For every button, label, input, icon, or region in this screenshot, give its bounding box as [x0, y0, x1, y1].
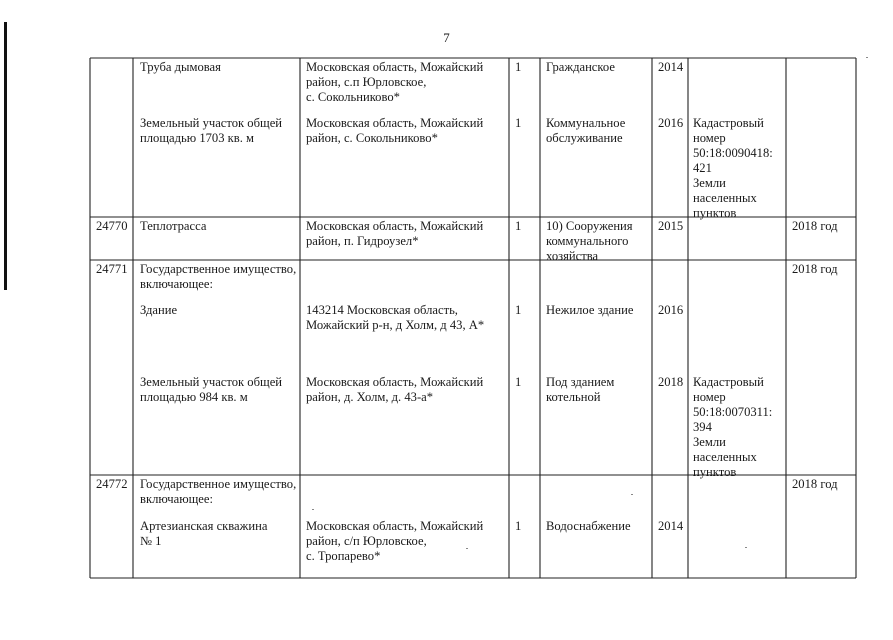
- object-name-line: Государственное имущество,: [140, 477, 297, 491]
- year-line: 2016: [658, 303, 684, 317]
- object-address-line: Московская область, Можайский: [306, 375, 484, 389]
- scan-speck: [866, 57, 868, 58]
- object-address-line: 143214 Московская область,: [306, 303, 458, 317]
- object-note: [693, 375, 772, 480]
- object-address-line: Московская область, Можайский: [306, 116, 484, 130]
- term-line: 2018 год: [792, 219, 838, 233]
- object-purpose-line: 10) Сооружения: [546, 219, 633, 233]
- object-address-line: с. Тропарево*: [306, 549, 381, 563]
- object-purpose: [546, 219, 633, 264]
- row-id-line: 24772: [96, 477, 128, 491]
- object-purpose-line: коммунального: [546, 234, 629, 248]
- object-purpose: [546, 375, 614, 405]
- quantity: [515, 519, 521, 534]
- year-line: 2016: [658, 116, 684, 130]
- object-note-line: 394: [693, 420, 712, 434]
- quantity-line: 1: [515, 375, 522, 389]
- quantity: [515, 375, 521, 390]
- object-name-line: Земельный участок общей: [140, 375, 283, 389]
- object-note: [693, 116, 773, 221]
- object-address-line: район, д. Холм, д. 43-а*: [306, 390, 434, 404]
- object-purpose-line: хозяйства: [546, 249, 599, 263]
- quantity: [515, 116, 521, 131]
- scan-speck: [312, 509, 314, 510]
- object-address: [306, 375, 483, 405]
- object-name-line: Земельный участок общей: [140, 116, 283, 130]
- year: [658, 219, 683, 234]
- object-note-line: пунктов: [693, 465, 737, 479]
- object-note-line: Земли: [693, 435, 726, 449]
- object-address: [306, 519, 483, 564]
- object-name-line: включающее:: [140, 277, 213, 291]
- quantity-line: 1: [515, 116, 522, 130]
- row-id: [96, 219, 127, 234]
- object-purpose-line: Коммунальное: [546, 116, 626, 130]
- object-purpose: [546, 519, 631, 534]
- object-address-line: район, с.п Юрловское,: [306, 75, 427, 89]
- object-address: [306, 60, 483, 105]
- quantity: [515, 303, 521, 318]
- quantity: [515, 60, 521, 75]
- object-purpose-line: обслуживание: [546, 131, 623, 145]
- object-name: [140, 262, 296, 292]
- object-address-line: район, с. Сокольниково*: [306, 131, 438, 145]
- object-note-line: населенных: [693, 450, 757, 464]
- object-address-line: Московская область, Можайский: [306, 60, 484, 74]
- object-address: [306, 303, 484, 333]
- quantity-line: 1: [515, 219, 522, 233]
- object-purpose-line: котельной: [546, 390, 601, 404]
- year-line: 2014: [658, 519, 684, 533]
- object-name: [140, 303, 177, 318]
- term: [792, 477, 838, 492]
- object-purpose: [546, 303, 633, 318]
- object-note-line: пунктов: [693, 206, 737, 220]
- year-line: 2015: [658, 219, 684, 233]
- object-purpose: [546, 116, 625, 146]
- object-note-line: Земли: [693, 176, 726, 190]
- object-purpose: [546, 60, 615, 75]
- term: [792, 219, 838, 234]
- object-name-line: Теплотрасса: [140, 219, 207, 233]
- object-purpose-line: Под зданием: [546, 375, 615, 389]
- object-address-line: с. Сокольниково*: [306, 90, 400, 104]
- scan-speck: [745, 547, 747, 548]
- term-line: 2018 год: [792, 262, 838, 276]
- object-address: [306, 116, 483, 146]
- object-address-line: Московская область, Можайский: [306, 519, 484, 533]
- object-note-line: Кадастровый: [693, 116, 764, 130]
- object-note-line: 421: [693, 161, 712, 175]
- object-name-line: площадью 984 кв. м: [140, 390, 248, 404]
- object-address-line: район, с/п Юрловское,: [306, 534, 427, 548]
- row-id: [96, 262, 127, 277]
- object-name: [140, 60, 221, 75]
- object-purpose-line: Гражданское: [546, 60, 615, 74]
- object-note-line: номер: [693, 131, 726, 145]
- year: [658, 60, 683, 75]
- object-name: [140, 116, 282, 146]
- row-id-line: 24770: [96, 219, 128, 233]
- object-address-line: Московская область, Можайский: [306, 219, 484, 233]
- quantity-line: 1: [515, 60, 522, 74]
- year-line: 2018: [658, 375, 684, 389]
- object-name-line: Здание: [140, 303, 178, 317]
- quantity: [515, 219, 521, 234]
- scan-speck: [631, 494, 633, 495]
- quantity-line: 1: [515, 519, 522, 533]
- object-name-line: Государственное имущество,: [140, 262, 297, 276]
- year: [658, 519, 683, 534]
- row-id-line: 24771: [96, 262, 128, 276]
- page-number: 7: [443, 30, 450, 45]
- object-note-line: 50:18:0090418:: [693, 146, 773, 160]
- object-purpose-line: Водоснабжение: [546, 519, 631, 533]
- object-note-line: номер: [693, 390, 726, 404]
- object-name: [140, 219, 206, 234]
- object-note-line: 50:18:0070311:: [693, 405, 773, 419]
- year: [658, 375, 683, 390]
- object-name-line: № 1: [140, 534, 162, 548]
- object-note-line: Кадастровый: [693, 375, 764, 389]
- object-name-line: включающее:: [140, 492, 213, 506]
- row-id: [96, 477, 127, 492]
- scan-speck: [466, 548, 468, 549]
- object-address-line: Можайский р-н, д Холм, д 43, А*: [306, 318, 485, 332]
- object-name: [140, 375, 282, 405]
- object-purpose-line: Нежилое здание: [546, 303, 634, 317]
- year-line: 2014: [658, 60, 684, 74]
- term: [792, 262, 838, 277]
- year: [658, 303, 683, 318]
- object-address-line: район, п. Гидроузел*: [306, 234, 419, 248]
- term-line: 2018 год: [792, 477, 838, 491]
- object-address: [306, 219, 483, 249]
- year: [658, 116, 683, 131]
- object-name-line: Артезианская скважина: [140, 519, 268, 533]
- quantity-line: 1: [515, 303, 522, 317]
- object-name-line: Труба дымовая: [140, 60, 221, 74]
- object-name-line: площадью 1703 кв. м: [140, 131, 254, 145]
- object-name: [140, 519, 267, 549]
- object-note-line: населенных: [693, 191, 757, 205]
- object-name: [140, 477, 296, 507]
